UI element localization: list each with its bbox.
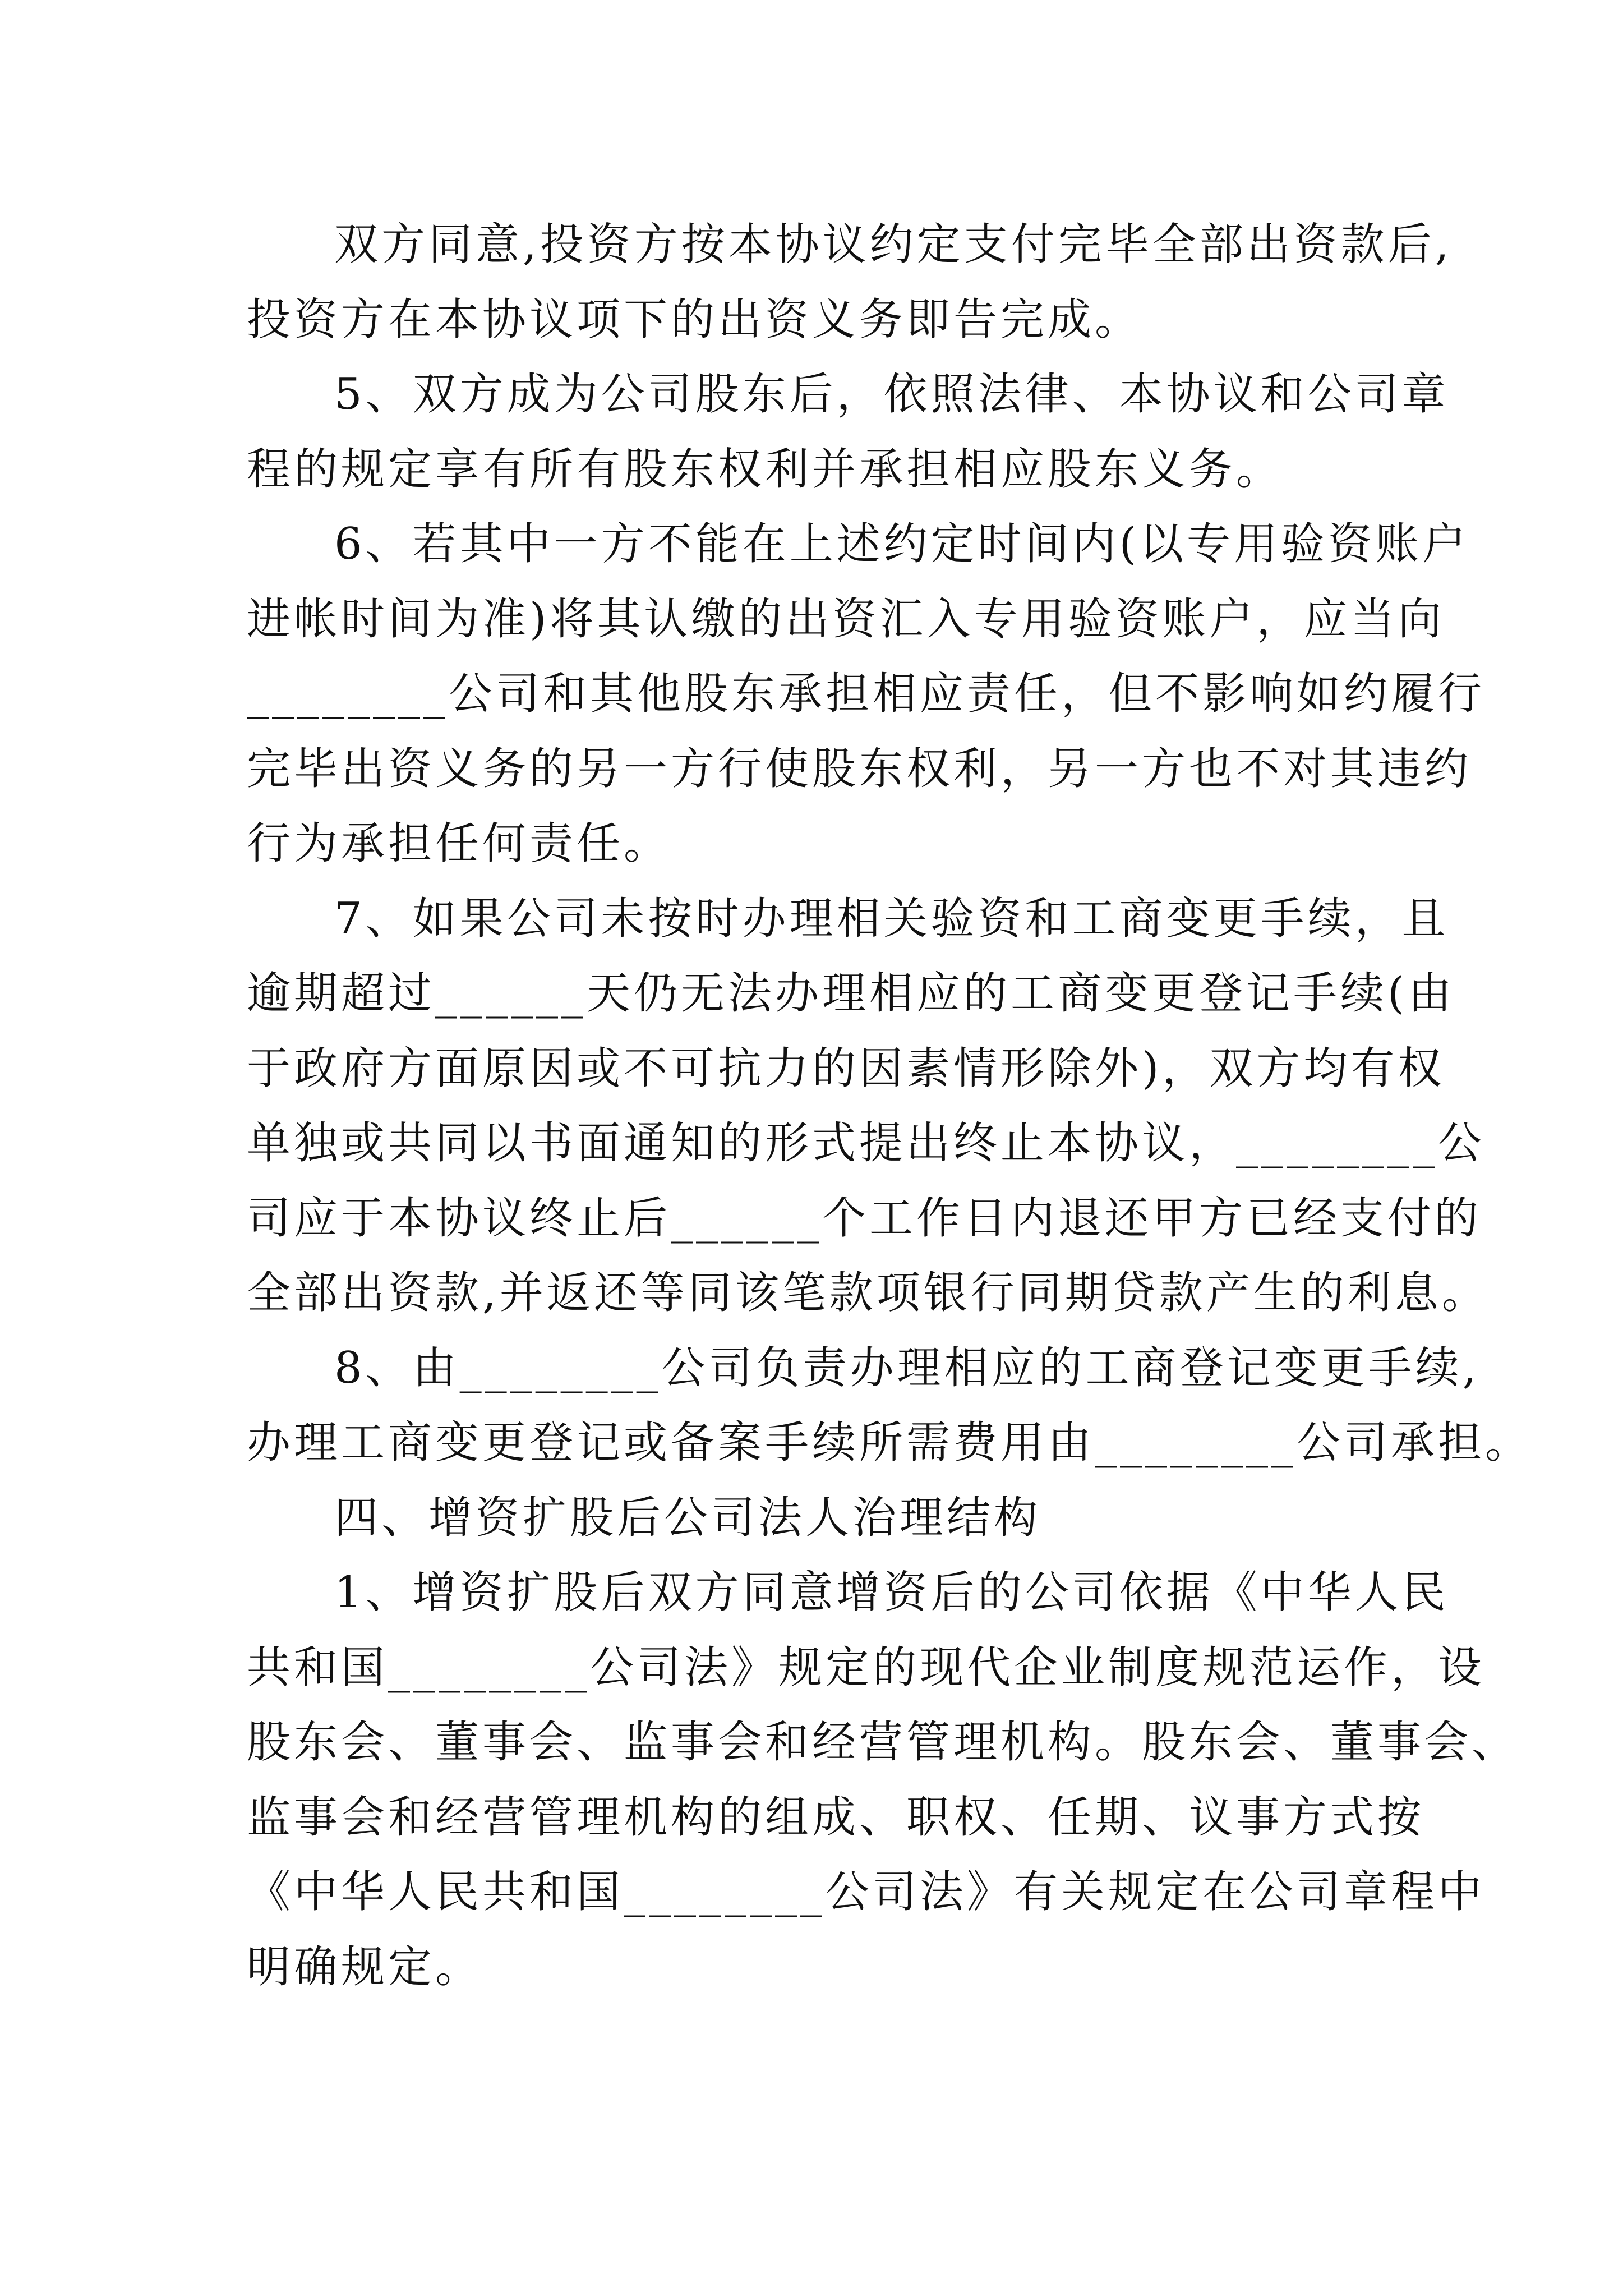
text-line: 1、增资扩股后双方同意增资后的公司依据《中华人民 [334, 1567, 1449, 1618]
text-line: 进帐时间为准)将其认缴的出资汇入专用验资账户，应当向 [247, 593, 1445, 645]
text-line: 共和国________公司法》规定的现代企业制度规范运作，设 [247, 1642, 1486, 1693]
text-line: ________公司和其他股东承担相应责任，但不影响如约履行 [247, 669, 1486, 719]
text-line: 股东会、董事会、监事会和经营管理机构。股东会、董事会、 [247, 1717, 1519, 1768]
text-line: 双方同意,投资方按本协议约定支付完毕全部出资款后, [334, 219, 1453, 270]
section-heading: 四、增资扩股后公司法人治理结构 [334, 1492, 1041, 1543]
text-line: 监事会和经营管理机构的组成、职权、任期、议事方式按 [247, 1792, 1425, 1843]
text-line: 办理工商变更登记或备案手续所需费用由________公司承担。 [247, 1418, 1533, 1468]
text-line: 单独或共同以书面通知的形式提出终止本协议，________公 [247, 1118, 1486, 1168]
text-line: 于政府方面原因或不可抗力的因素情形除外)，双方均有权 [247, 1043, 1445, 1094]
document-body [247, 208, 1533, 2005]
text-line: 完毕出资义务的另一方行使股东权利，另一方也不对其违约 [247, 743, 1472, 794]
text-line: 6、若其中一方不能在上述约定时间内(以专用验资账户 [334, 519, 1470, 569]
text-line: 行为承担任何责任。 [247, 818, 671, 869]
text-line: 8、由________公司负责办理相应的工商登记变更手续, [334, 1342, 1480, 1393]
text-line: 明确规定。 [247, 1941, 483, 1993]
text-line: 逾期超过______天仍无法办理相应的工商变更登记手续(由 [247, 968, 1455, 1019]
text-line: 程的规定享有所有股东权利并承担相应股东义务。 [247, 444, 1284, 495]
text-line: 司应于本协议终止后______个工作日内退还甲方已经支付的 [247, 1193, 1482, 1244]
text-line: 5、双方成为公司股东后，依照法律、本协议和公司章 [334, 369, 1449, 420]
text-line: 7、如果公司未按时办理相关验资和工商变更手续，且 [334, 893, 1449, 944]
text-line: 全部出资款,并返还等同该笔款项银行同期贷款产生的利息。 [247, 1268, 1489, 1318]
text-line: 投资方在本协议项下的出资义务即告完成。 [247, 294, 1142, 345]
text-line: 《中华人民共和国________公司法》有关规定在公司章程中 [247, 1867, 1486, 1917]
